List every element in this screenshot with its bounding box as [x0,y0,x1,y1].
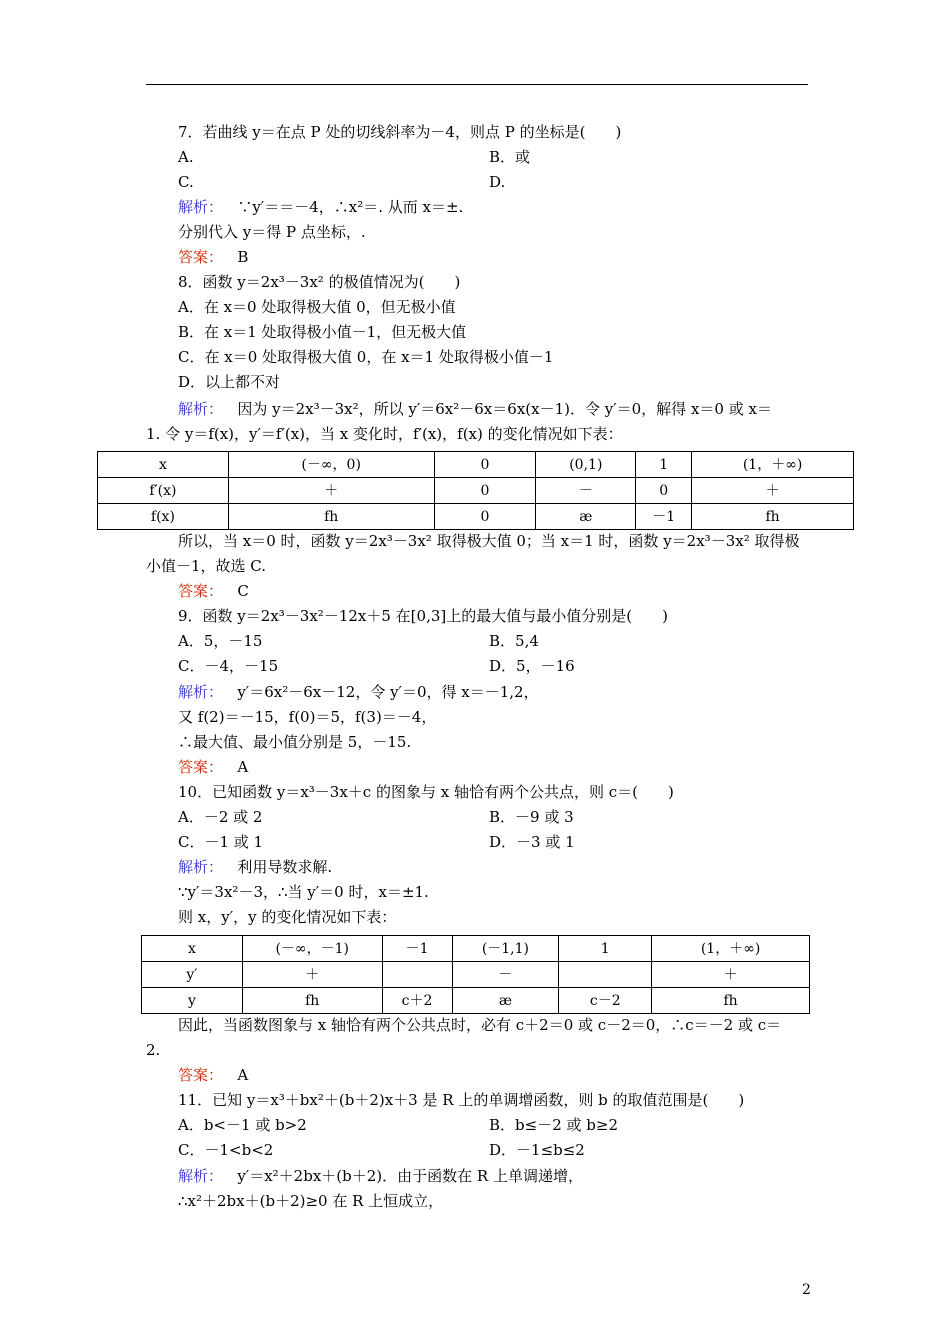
solution-label: 解析： [178,683,224,701]
solution-text: ∵y′＝＝－4，∴x²＝. 从而 x＝±. [237,198,464,216]
table-row [98,478,854,504]
question-11: 11．已知 y＝x³＋bx²＋(b＋2)x＋3 是 R 上的单调增函数，则 b 的取值范围是( ) [178,1091,745,1109]
option-b: B．b≤－2 或 b≥2 [489,1116,618,1134]
answer-line [178,1063,248,1088]
solution-line: 分别代入 y＝得 P 点坐标，. [178,223,366,241]
solution-line [178,195,463,220]
table-cell: fh [692,504,854,530]
question-10: 10．已知函数 y＝x³－3x＋c 的图象与 x 轴恰有两个公共点，则 c＝( ) [178,783,674,801]
solution-text: 利用导数求解. [237,858,333,876]
table-cell [382,962,452,988]
answer-value: A [237,1066,249,1084]
option-b: B．在 x＝1 处取得极小值－1，但无极大值 [178,323,467,341]
table-cell: fh [228,504,434,530]
answer-line [178,755,248,780]
solution-text: y′＝x²＋2bx＋(b＋2)．由于函数在 R 上单调递增， [237,1167,583,1185]
table-cell: － [452,962,559,988]
variation-table-2 [141,935,810,1014]
table-row [142,962,810,988]
answer-value: B [237,248,249,266]
table-cell: (1，＋∞) [692,452,854,478]
solution-line [178,397,772,422]
table-cell: y′ [142,962,243,988]
answer-line [178,579,249,604]
option-b: B．5,4 [489,632,539,650]
solution-line: 小值－1，故选 C. [146,557,267,575]
solution-line [178,855,332,880]
table-cell: x [98,452,229,478]
table-row [142,936,810,962]
table-cell: (1，＋∞) [652,936,810,962]
table-cell: fh [242,988,382,1014]
solution-line: ∴最大值、最小值分别是 5，－15. [178,733,412,751]
option-c: C．－1<b<2 [178,1141,274,1159]
table-cell: c－2 [559,988,652,1014]
table-row [98,452,854,478]
solution-line: 1. 令 y＝f(x)，y′＝f′(x)，当 x 变化时，f′(x)，f(x) 的变化情况如下表： [146,425,623,443]
solution-line [178,1164,583,1189]
table-row [98,504,854,530]
option-d: D. [489,173,506,191]
option-c: C. [178,173,194,191]
solution-label: 解析： [178,858,224,876]
page-number: 2 [802,1282,811,1298]
table-cell: f(x) [98,504,229,530]
option-b: B．－9 或 3 [489,808,574,826]
solution-line: ∴x²＋2bx＋(b＋2)≥0 在 R 上恒成立， [178,1192,444,1210]
solution-text: 因为 y＝2x³－3x²，所以 y′＝6x²－6x＝6x(x－1)．令 y′＝0，解得 x＝0 或 x＝ [237,400,772,418]
table-cell: x [142,936,243,962]
answer-label: 答案： [178,248,224,266]
answer-line [178,245,248,270]
table-cell: (－∞，－1) [242,936,382,962]
option-c: C．－4，－15 [178,657,279,675]
option-a: A. [178,148,194,166]
variation-table-1 [97,451,854,530]
solution-line: 所以，当 x＝0 时，函数 y＝2x³－3x² 取得极大值 0；当 x＝1 时，函数 y＝2x³－3x² 取得极 [178,532,800,550]
solution-label: 解析： [178,1167,224,1185]
header-rule [146,84,808,85]
question-7: 7．若曲线 y＝在点 P 处的切线斜率为－4，则点 P 的坐标是( ) [178,123,622,141]
option-c: C．－1 或 1 [178,833,264,851]
answer-value: C [237,582,249,600]
option-d: D．－1≤b≤2 [489,1141,585,1159]
solution-line [178,680,539,705]
table-cell: 1 [559,936,652,962]
solution-text: y′＝6x²－6x－12，令 y′＝0，得 x＝－1,2， [237,683,539,701]
table-cell: (－∞，0) [228,452,434,478]
table-cell: ＋ [228,478,434,504]
answer-label: 答案： [178,1066,224,1084]
table-cell: 0 [636,478,692,504]
table-cell: 1 [636,452,692,478]
table-cell: (0,1) [536,452,636,478]
option-c: C．在 x＝0 处取得极大值 0，在 x＝1 处取得极小值－1 [178,348,554,366]
option-b: B．或 [489,148,531,166]
option-d: D．以上都不对 [178,373,281,391]
solution-label: 解析： [178,198,224,216]
table-cell: 0 [434,478,536,504]
table-cell: fh [652,988,810,1014]
table-cell: y [142,988,243,1014]
solution-label: 解析： [178,400,224,418]
table-cell: ＋ [652,962,810,988]
question-8: 8．函数 y＝2x³－3x² 的极值情况为( ) [178,273,461,291]
solution-line: 则 x，y′，y 的变化情况如下表： [178,908,397,926]
option-a: A．在 x＝0 处取得极大值 0，但无极小值 [178,298,456,316]
table-cell: æ [536,504,636,530]
option-a: A．－2 或 2 [178,808,263,826]
table-cell: (－1,1) [452,936,559,962]
table-cell: ＋ [692,478,854,504]
table-cell: æ [452,988,559,1014]
table-cell: ＋ [242,962,382,988]
option-d: D．－3 或 1 [489,833,575,851]
option-a: A．b<－1 或 b>2 [178,1116,307,1134]
table-cell: －1 [382,936,452,962]
table-cell: c＋2 [382,988,452,1014]
answer-value: A [237,758,249,776]
option-d: D．5，－16 [489,657,575,675]
option-a: A．5，－15 [178,632,263,650]
solution-line: 因此，当函数图象与 x 轴恰有两个公共点时，必有 c＋2＝0 或 c－2＝0，∴c＝－2 或 c＝ [178,1016,782,1034]
solution-line: ∵y′＝3x²－3，∴当 y′＝0 时，x＝±1. [178,883,429,901]
answer-label: 答案： [178,582,224,600]
solution-line: 2. [146,1041,161,1059]
question-9: 9．函数 y＝2x³－3x²－12x＋5 在[0,3]上的最大值与最小值分别是( ) [178,607,668,625]
table-cell: 0 [434,504,536,530]
table-row [142,988,810,1014]
answer-label: 答案： [178,758,224,776]
solution-line: 又 f(2)＝－15，f(0)＝5，f(3)＝－4， [178,708,437,726]
table-cell: －1 [636,504,692,530]
table-cell [559,962,652,988]
table-cell: － [536,478,636,504]
table-cell: f′(x) [98,478,229,504]
table-cell: 0 [434,452,536,478]
